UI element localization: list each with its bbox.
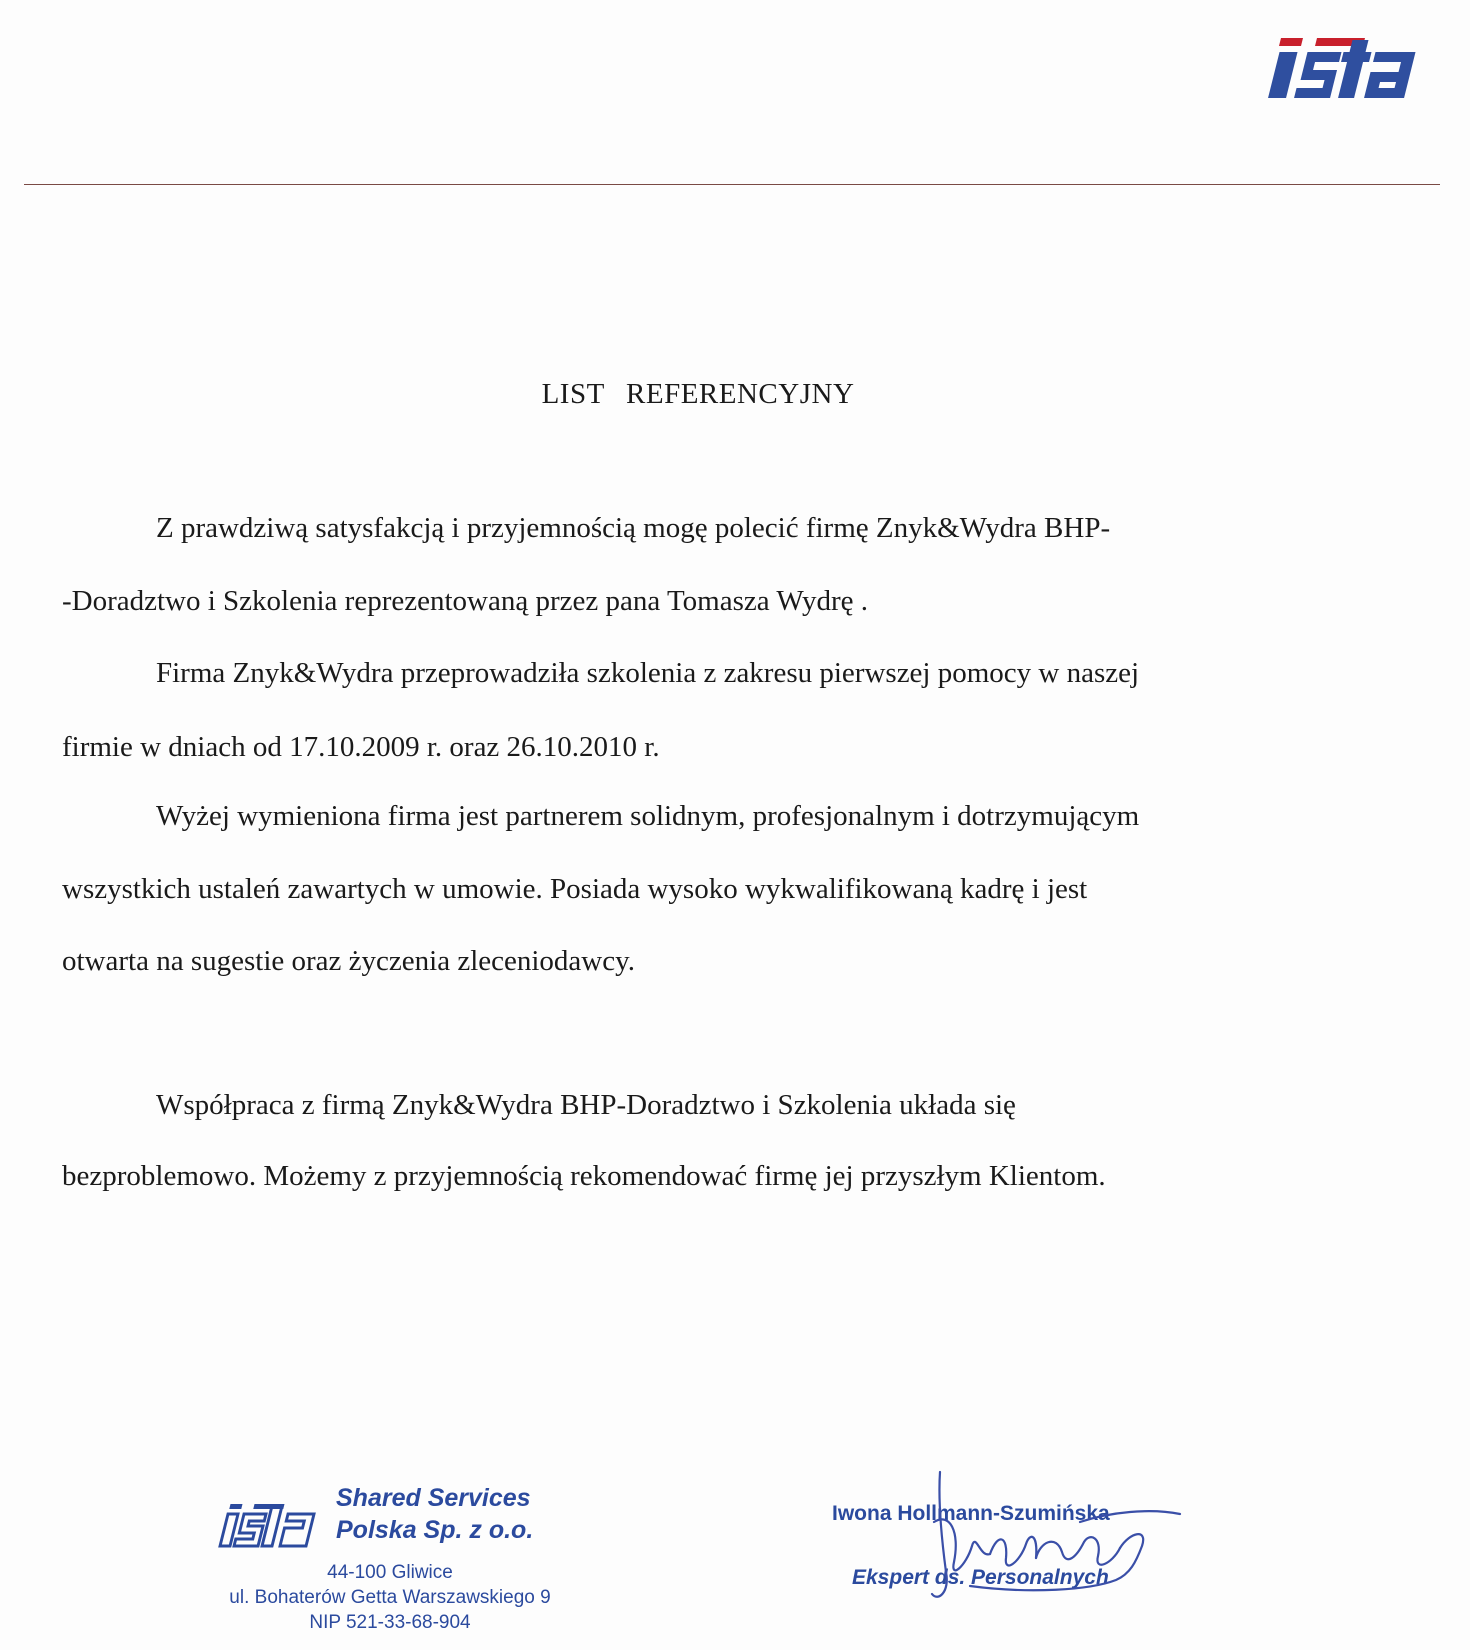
body-line: wszystkich ustaleń zawartych w umowie. Posiada wysoko wykwalifikowaną kadrę i jest bbox=[62, 873, 1088, 905]
body-line: -Doradztwo i Szkolenia reprezentowaną przez pana Tomasza Wydrę . bbox=[62, 585, 868, 617]
ista-logo-graphic bbox=[1262, 26, 1442, 106]
stamp-address bbox=[200, 1560, 580, 1635]
company-stamp bbox=[200, 1480, 580, 1640]
stamp-company-name bbox=[336, 1482, 533, 1546]
body-line: Firma Znyk&Wydra przeprowadziła szkolenia z zakresu pierwszej pomocy w naszej bbox=[156, 657, 1140, 689]
body-line: bezproblemowo. Możemy z przyjemnością rekomendować firmę jej przyszłym Klientom. bbox=[62, 1160, 1106, 1192]
ista-logo bbox=[1262, 26, 1442, 106]
document-title: LIST REFERENCYJNY bbox=[541, 378, 855, 410]
body-line: Z prawdziwą satysfakcją i przyjemnością mogę polecić firmę Znyk&Wydra BHP- bbox=[156, 512, 1111, 544]
handwritten-signature bbox=[880, 1462, 1200, 1612]
signatory-name: Iwona Hollmann-Szumińska bbox=[832, 1502, 1110, 1525]
stamp-tax-id: NIP 521-33-68-904 bbox=[309, 1612, 471, 1633]
signature-graphic bbox=[880, 1462, 1200, 1612]
stamp-ista-logo bbox=[212, 1498, 324, 1550]
body-line: Wyżej wymieniona firma jest partnerem solidnym, profesjonalnym i dotrzymującym bbox=[156, 800, 1140, 832]
body-line: otwarta na sugestie oraz życzenia zleceniodawcy. bbox=[62, 945, 635, 977]
body-line: Współpraca z firmą Znyk&Wydra BHP-Doradztwo i Szkolenia układa się bbox=[156, 1089, 1016, 1121]
signatory-role: Ekspert ds. Personalnych bbox=[852, 1566, 1109, 1589]
stamp-address-line: 44-100 Gliwice bbox=[327, 1562, 453, 1583]
stamp-company-line: Shared Services bbox=[336, 1484, 531, 1512]
body-line: firmie w dniach od 17.10.2009 r. oraz 26.10.2010 r. bbox=[62, 731, 660, 763]
header-divider bbox=[24, 184, 1440, 185]
stamp-company-line: Polska Sp. z o.o. bbox=[336, 1516, 534, 1544]
stamp-logo-graphic bbox=[212, 1498, 324, 1550]
stamp-address-line: ul. Bohaterów Getta Warszawskiego 9 bbox=[229, 1587, 551, 1608]
